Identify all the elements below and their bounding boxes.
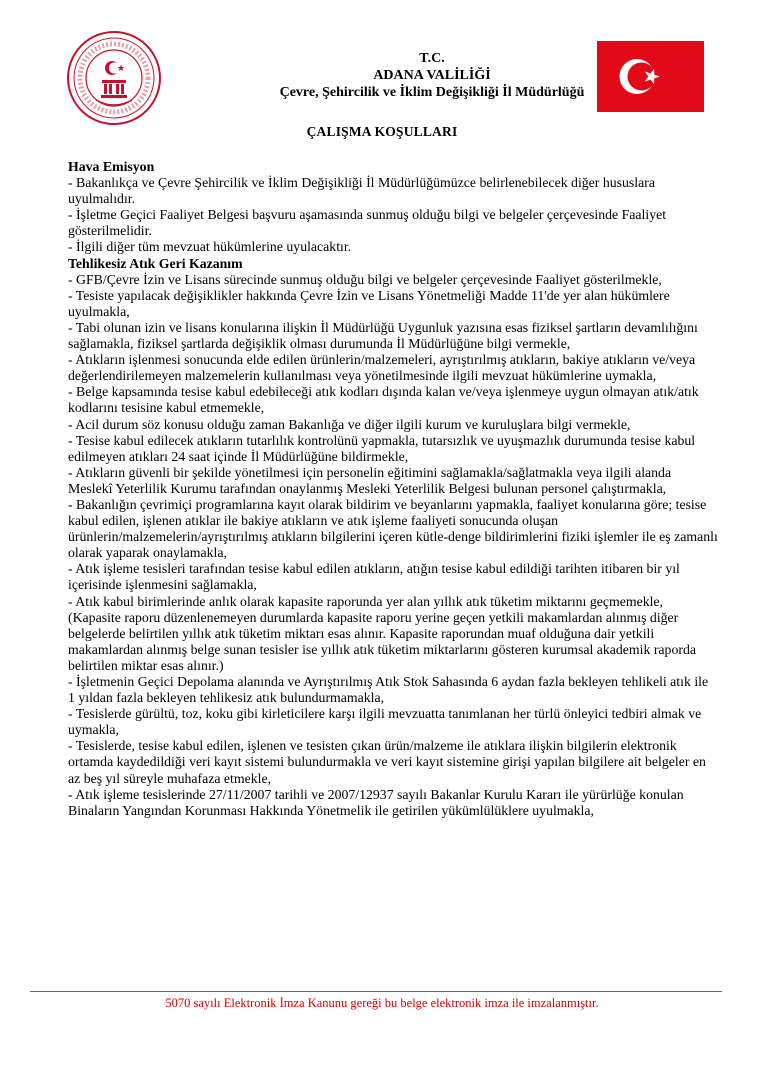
footer-divider xyxy=(30,991,722,992)
list-item: - Tesise kabul edilecek atıkların tutarlılık kontrolünü yapmakla, tutarsızlık ve uyuşmazlık durumunda tesise kabul edilmeyen atıkları 24 saat içinde İl Müdürlüğüne bildirmekle, xyxy=(68,432,696,464)
document-title: ÇALIŞMA KOŞULLARI xyxy=(306,124,458,139)
ministry-seal-icon xyxy=(66,30,162,126)
list-item: - İşletmenin Geçici Depolama alanında ve Ayrıştırılmış Atık Stok Sahasında 6 aydan fazla bekleyen tehlikeli atık ile 1 yıldan fazla bekleyen tehlikesiz atık bulundurmamakla, xyxy=(68,674,709,706)
list-item: - Atık kabul birimlerinde anlık olarak kapasite raporunda yer alan yıllık atık tüketim miktarını geçmemekle, (Kapasite raporu düzenlenemeyen durumlarda kapasite raporu yerine geçen yetkili makamlardan alınmış diğer belgelerde belirtilen yıllık atık tüketim miktarı esas alınır. Kapasite raporundan muaf olduğuna dair yetkili makamlardan alınmış belge sunan tesisler ise yıllık atık tüketim miktarlarını gösteren kurumsal akademik raporda belirtilen miktar esas alınır.) xyxy=(68,593,696,673)
list-item: - Tesislerde gürültü, toz, koku gibi kirleticilere karşı ilgili mevzuatta tanımlanan her türlü önleyici tedbiri almak ve uymakla, xyxy=(68,706,702,738)
list-item: - Acil durum söz konusu olduğu zaman Bakanlığa ve diğer ilgili kurum ve kuruluşlara bilgi vermekle, xyxy=(68,416,631,432)
list-item: - İşletme Geçici Faaliyet Belgesi başvuru aşamasında sunmuş olduğu bilgi ve belgeler çerçevesinde Faaliyet gösterilmelidir. xyxy=(68,207,667,239)
document-header xyxy=(160,50,704,101)
list-item: - Bakanlıkça ve Çevre Şehircilik ve İklim Değişikliği İl Müdürlüğümüzce belirlenebilecek diğer hususlara uyulmalıdır. xyxy=(68,175,655,207)
header-governorship: ADANA VALİLİĞİ xyxy=(373,68,491,83)
header-tc: T.C. xyxy=(419,51,445,66)
list-item: - Bakanlığın çevrimiçi programlarına kayıt olarak bildirim ve beyanlarını yapmakla, faaliyet konularına göre; tesise kabul edilen, işlenen atıklar ile bakiye atıkların ve atık işleme faaliyeti sonucunda oluşan ürünlerin/malzemelerin/ayrıştırılmış atıkların bilgilerini içeren kütle-denge bildirimlerini fiziki işlemler ile eş zamanlı olarak yaparak onaylamakla, xyxy=(68,496,718,561)
header-directorate: Çevre, Şehircilik ve İklim Değişikliği İl Müdürlüğü xyxy=(279,85,585,100)
document-body xyxy=(68,159,718,819)
e-signature-notice: 5070 sayılı Elektronik İmza Kanunu gereği bu belge elektronik imza ile imzalanmıştır. xyxy=(165,996,599,1010)
list-item: - Atıkların işlenmesi sonucunda elde edilen ürünlerin/malzemeleri, ayrıştırılmış atıkların, bakiye atıkların ve/veya değerlendirilemeyen malzemelerin kullanılması veya yönetilmesinde ilgili mevzuat hükümlerine uymakla, xyxy=(68,352,696,384)
list-item: - Tabi olunan izin ve lisans konularına ilişkin İl Müdürlüğü Uygunluk yazısına esas fiziksel şartların devamlılığını sağlamakla, fiziksel şartlarda değişiklik olması durumunda İl Müdürlüğüne bilgi vermekle, xyxy=(68,319,698,352)
section-heading: Hava Emisyon xyxy=(68,159,155,174)
list-item: - İlgili diğer tüm mevzuat hükümlerine uyulacaktır. xyxy=(68,239,352,255)
list-item: - GFB/Çevre İzin ve Lisans sürecinde sunmuş olduğu bilgi ve belgeler çerçevesinde Faaliyet gösterilmekle, xyxy=(68,271,662,287)
section-heading: Tehlikesiz Atık Geri Kazanım xyxy=(68,255,243,271)
list-item: - Tesislerde, tesise kabul edilen, işlenen ve tesisten çıkan ürün/malzeme ile atıklara ilişkin bilgilerin elektronik ortamda kaydedildiği veri kayıt sistemi bulundurmakla ve veri kayıt sistemine girişi yapılan bilgilere ait belgeler en az beş yıl süreyle muhafaza etmekle, xyxy=(68,738,706,786)
list-item: - Atık işleme tesislerinde 27/11/2007 tarihli ve 2007/12937 sayılı Bakanlar Kurulu Kararı ile yürürlüğe konulan Binaların Yangından Korunması Hakkında Yönetmelik ile getirilen yükümlülüklere uyulmakla, xyxy=(68,786,684,818)
list-item: - Belge kapsamında tesise kabul edebileceği atık kodları dışında kalan ve/veya işlenmeye uygun olmayan atık/atık kodlarını tesisine kabul etmemekle, xyxy=(68,384,699,416)
list-item: - Tesiste yapılacak değişiklikler hakkında Çevre İzin ve Lisans Yönetmeliği Madde 11'de yer alan hükümlere uyulmakla, xyxy=(68,287,670,319)
list-item: - Atıkların güvenli bir şekilde yönetilmesi için personelin eğitimini sağlamakla/sağlatmakla veya ilgili alanda Meslekî Yeterlilik Kurumu tarafından onaylanmış Mesleki Yeterlilik Belgesi bulunan personel çalıştırmakla, xyxy=(68,464,672,496)
list-item: - Atık işleme tesisleri tarafından tesise kabul edilen atıkların, atığın tesise kabul edildiği tarihten itibaren bir yıl içerisinde işlenmesini sağlamakla, xyxy=(68,561,680,593)
